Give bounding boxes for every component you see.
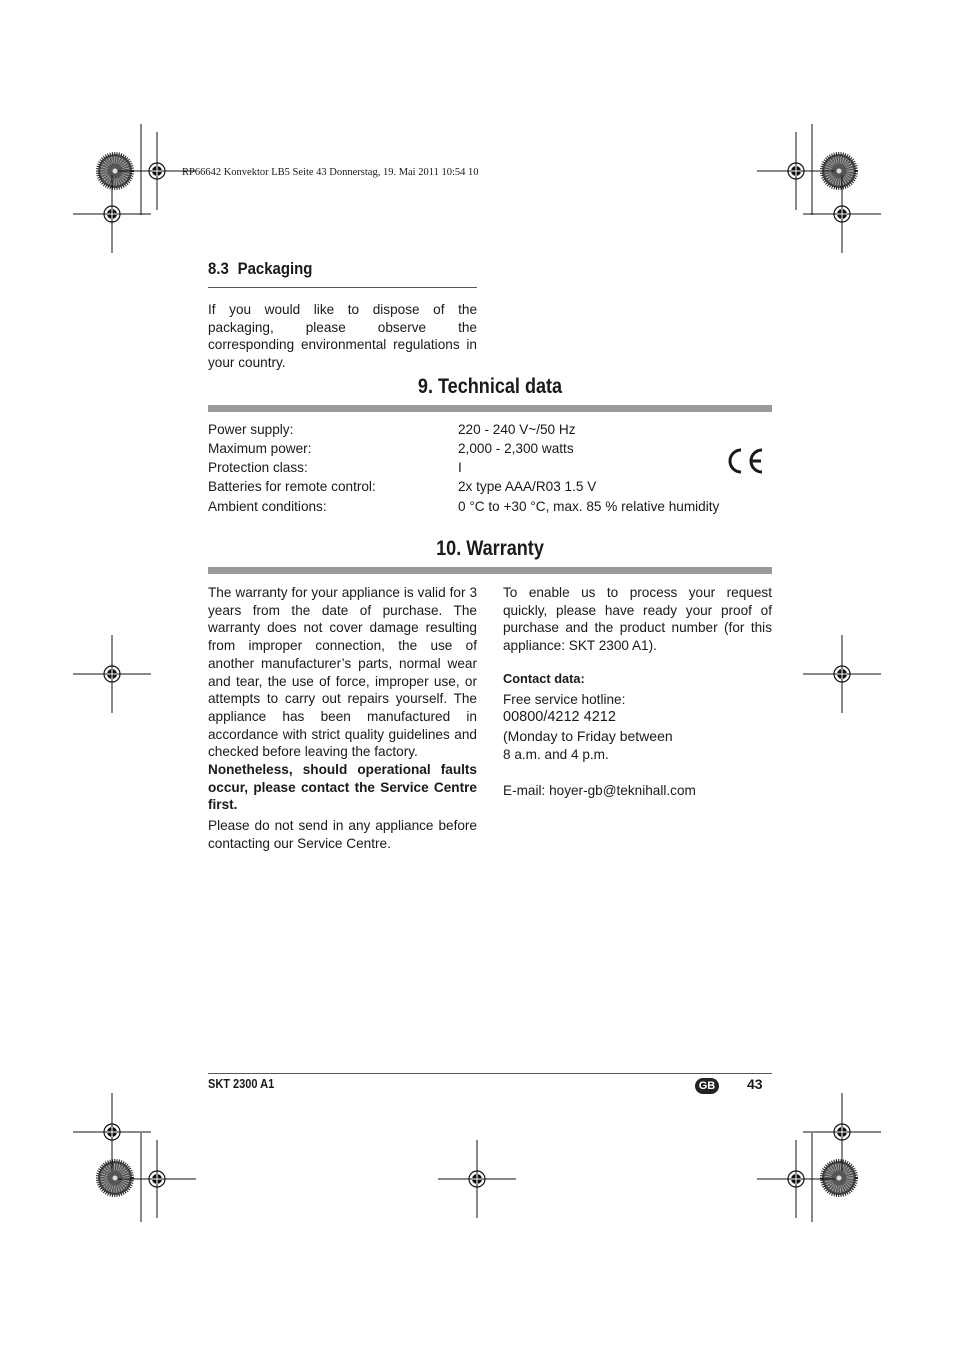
contact-email: E-mail: hoyer-gb@teknihall.com <box>503 782 696 798</box>
section-title: Packaging <box>237 259 313 278</box>
page-number: 43 <box>747 1076 763 1092</box>
registration-mark-icon <box>73 175 151 253</box>
footer-model: SKT 2300 A1 <box>208 1077 275 1091</box>
spec-label: Ambient conditions: <box>208 499 327 514</box>
contact-title: Contact data: <box>503 670 585 686</box>
registration-mark-icon <box>438 1140 516 1218</box>
spec-label: Power supply: <box>208 422 294 437</box>
color-wheel-icon <box>822 1161 856 1195</box>
registration-mark-icon <box>73 635 151 713</box>
color-wheel-icon <box>98 1161 132 1195</box>
packaging-text: If you would like to dispose of the packaging, please observe the corresponding environmental regulations in your country. <box>208 302 477 371</box>
registration-mark-icon <box>118 132 196 210</box>
registration-mark-icon <box>118 1140 196 1218</box>
spec-value: I <box>458 460 462 475</box>
spec-value: 0 °C to +30 °C, max. 85 % relative humidity <box>458 499 720 514</box>
contact-line: 8 a.m. and 4 p.m. <box>503 747 609 763</box>
spec-value: 2x type AAA/R03 1.5 V <box>458 479 597 494</box>
country-badge: GB <box>695 1078 719 1094</box>
warranty-paragraph: Please do not send in any appliance before contacting our Service Centre. <box>208 818 477 851</box>
spec-label: Maximum power: <box>208 441 312 456</box>
spec-label: Protection class: <box>208 460 308 475</box>
heading-warranty: 10. Warranty <box>436 537 544 560</box>
contact-line: 00800/4212 4212 <box>503 709 616 726</box>
warranty-notice: Nonetheless, should operational faults occur, please contact the Service Centre first. <box>208 762 477 813</box>
registration-mark-icon <box>803 1093 881 1171</box>
registration-mark-icon <box>73 1093 151 1171</box>
warranty-paragraph: The warranty for your appliance is valid for 3 years from the date of purchase. The warranty does not cover damage resulting from improper connection, the use of another manufacturer’s parts, normal wear and tear, the use of force, improper use, or attempts to carry out repairs yourself. The appliance has been manufactured in accordance with strict quality guidelines and checked before leaving the factory. <box>208 585 477 760</box>
contact-line: (Monday to Friday between <box>503 728 673 745</box>
spec-label: Batteries for remote control: <box>208 479 376 494</box>
registration-mark-icon <box>757 132 835 210</box>
registration-mark-icon <box>803 175 881 253</box>
spec-value: 220 - 240 V~/50 Hz <box>458 422 576 437</box>
registration-mark-icon <box>803 635 881 713</box>
registration-mark-icon <box>757 1140 835 1218</box>
warranty-request-paragraph: To enable us to process your request quickly, please have ready your proof of purchase and the product number (for this appliance: SKT 2300 A1). <box>503 585 772 654</box>
spec-value: 2,000 - 2,300 watts <box>458 441 574 456</box>
section-number: 8.3 <box>208 259 229 278</box>
contact-line: Free service hotline: <box>503 691 626 707</box>
heading-technical-data: 9. Technical data <box>417 375 563 398</box>
print-slug: RP66642 Konvektor LB5 Seite 43 Donnerstag, 19. Mai 2011 10:54 10 <box>182 167 479 178</box>
